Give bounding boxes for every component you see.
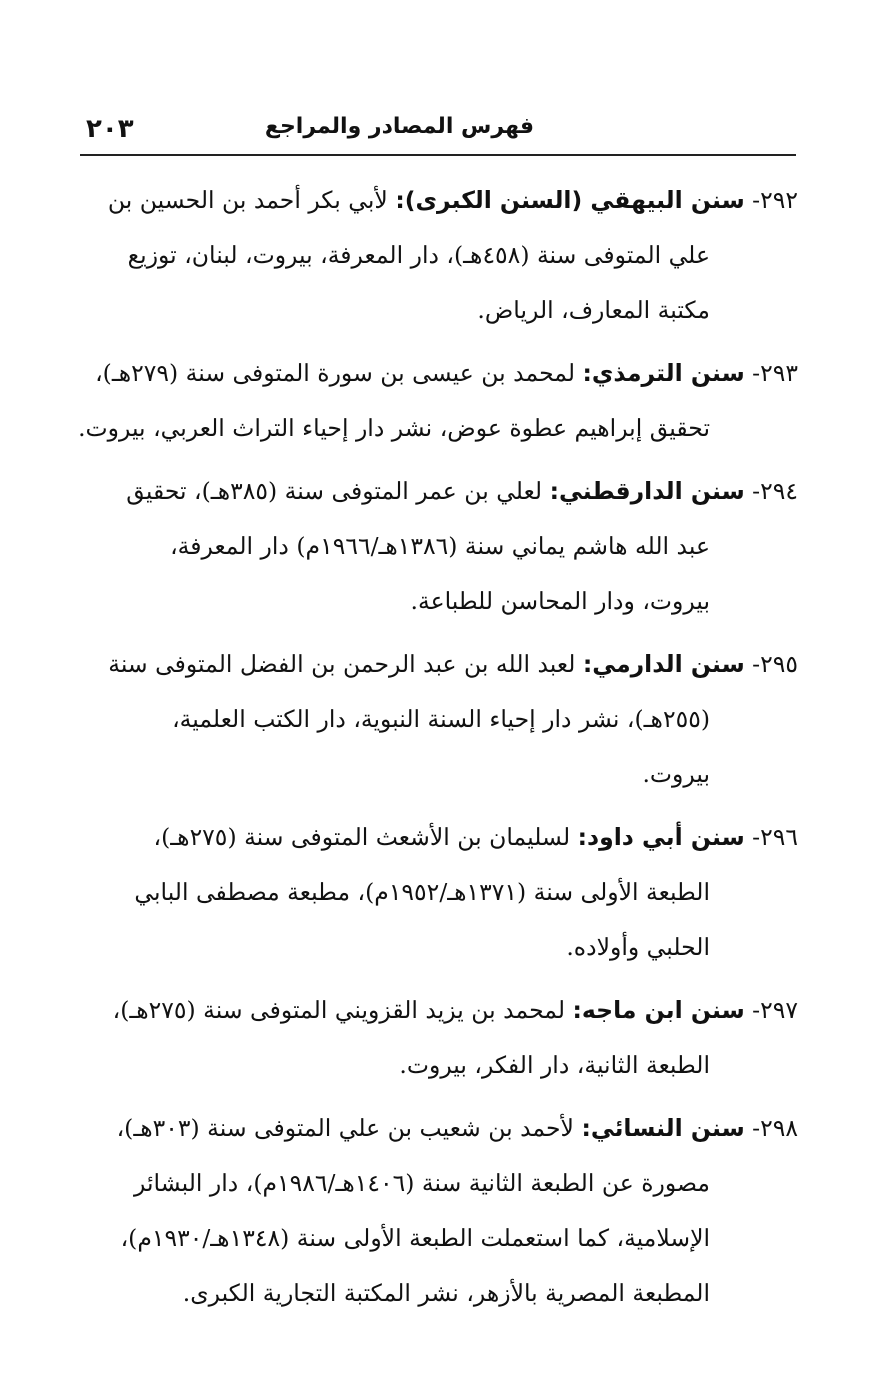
entry-title: سنن الدارقطني: [549,477,745,505]
entry-line: بيروت، ودار المحاسن للطباعة. [410,587,710,615]
bibliography-entry [78,1101,798,1321]
running-title: فهرس المصادر والمراجع [264,114,534,139]
entry-text: لمحمد بن عيسى بن سورة المتوفى سنة (٢٧٩هـ)، [95,359,576,387]
bibliography-entry [78,983,798,1093]
entry-title: سنن النسائي: [581,1114,745,1142]
entry-line: مكتبة المعارف، الرياض. [477,296,710,324]
entry-line: الطبعة الثانية، دار الفكر، بيروت. [399,1051,710,1079]
entry-first-line [78,464,798,519]
entry-first-line [78,346,798,401]
entry-number: ٢٩٨- [752,1114,798,1142]
entry-line: بيروت. [642,760,710,788]
entry-text: لعبد الله بن عبد الرحمن بن الفضل المتوفى سنة [108,650,576,678]
entry-text: لأحمد بن شعيب بن علي المتوفى سنة (٣٠٣هـ)، [116,1114,574,1142]
page-header [80,112,796,152]
entry-title: سنن ابن ماجه: [572,996,745,1024]
bibliography-list [78,173,798,1329]
entry-line: الطبعة الأولى سنة (١٣٧١هـ/١٩٥٢م)، مطبعة مصطفى البابي [134,878,710,906]
header-divider [80,154,796,156]
entry-title: سنن أبي داود: [577,823,745,851]
entry-line: مصورة عن الطبعة الثانية سنة (١٤٠٦هـ/١٩٨٦م)، دار البشائر [134,1169,710,1197]
entry-text: لمحمد بن يزيد القزويني المتوفى سنة (٢٧٥هـ)، [112,996,565,1024]
entry-first-line [78,637,798,692]
entry-text: لعلي بن عمر المتوفى سنة (٣٨٥هـ)، تحقيق [126,477,543,505]
bibliography-entry [78,173,798,338]
entry-title: سنن الترمذي: [582,359,745,387]
entry-number: ٢٩٥- [752,650,798,678]
bibliography-entry [78,346,798,456]
entry-line: المطبعة المصرية بالأزهر، نشر المكتبة التجارية الكبرى. [182,1279,710,1307]
entry-line: تحقيق إبراهيم عطوة عوض، نشر دار إحياء التراث العربي، بيروت. [78,414,710,442]
entry-number: ٢٩٦- [752,823,798,851]
bibliography-entry [78,464,798,629]
entry-line: الحلبي وأولاده. [566,933,710,961]
entry-title: سنن البيهقي (السنن الكبرى): [395,186,745,214]
entry-first-line [78,1101,798,1156]
entry-first-line [78,173,798,228]
entry-line: (٢٥٥هـ)، نشر دار إحياء السنة النبوية، دار الكتب العلمية، [172,705,710,733]
entry-text: لأبي بكر أحمد بن الحسين بن [107,186,388,214]
entry-number: ٢٩٤- [752,477,798,505]
entry-line: عبد الله هاشم يماني سنة (١٣٨٦هـ/١٩٦٦م) دار المعرفة، [170,532,710,560]
entry-text: لسليمان بن الأشعث المتوفى سنة (٢٧٥هـ)، [153,823,571,851]
entry-number: ٢٩٧- [752,996,798,1024]
bibliography-entry [78,810,798,975]
bibliography-entry [78,637,798,802]
page-number: ٢٠٣ [86,114,134,144]
entry-first-line [78,810,798,865]
entry-first-line [78,983,798,1038]
entry-line: علي المتوفى سنة (٤٥٨هـ)، دار المعرفة، بيروت، لبنان، توزيع [127,241,710,269]
entry-number: ٢٩٣- [752,359,798,387]
entry-line: الإسلامية، كما استعملت الطبعة الأولى سنة (١٣٤٨هـ/١٩٣٠م)، [120,1224,710,1252]
entry-title: سنن الدارمي: [582,650,745,678]
entry-number: ٢٩٢- [752,186,798,214]
